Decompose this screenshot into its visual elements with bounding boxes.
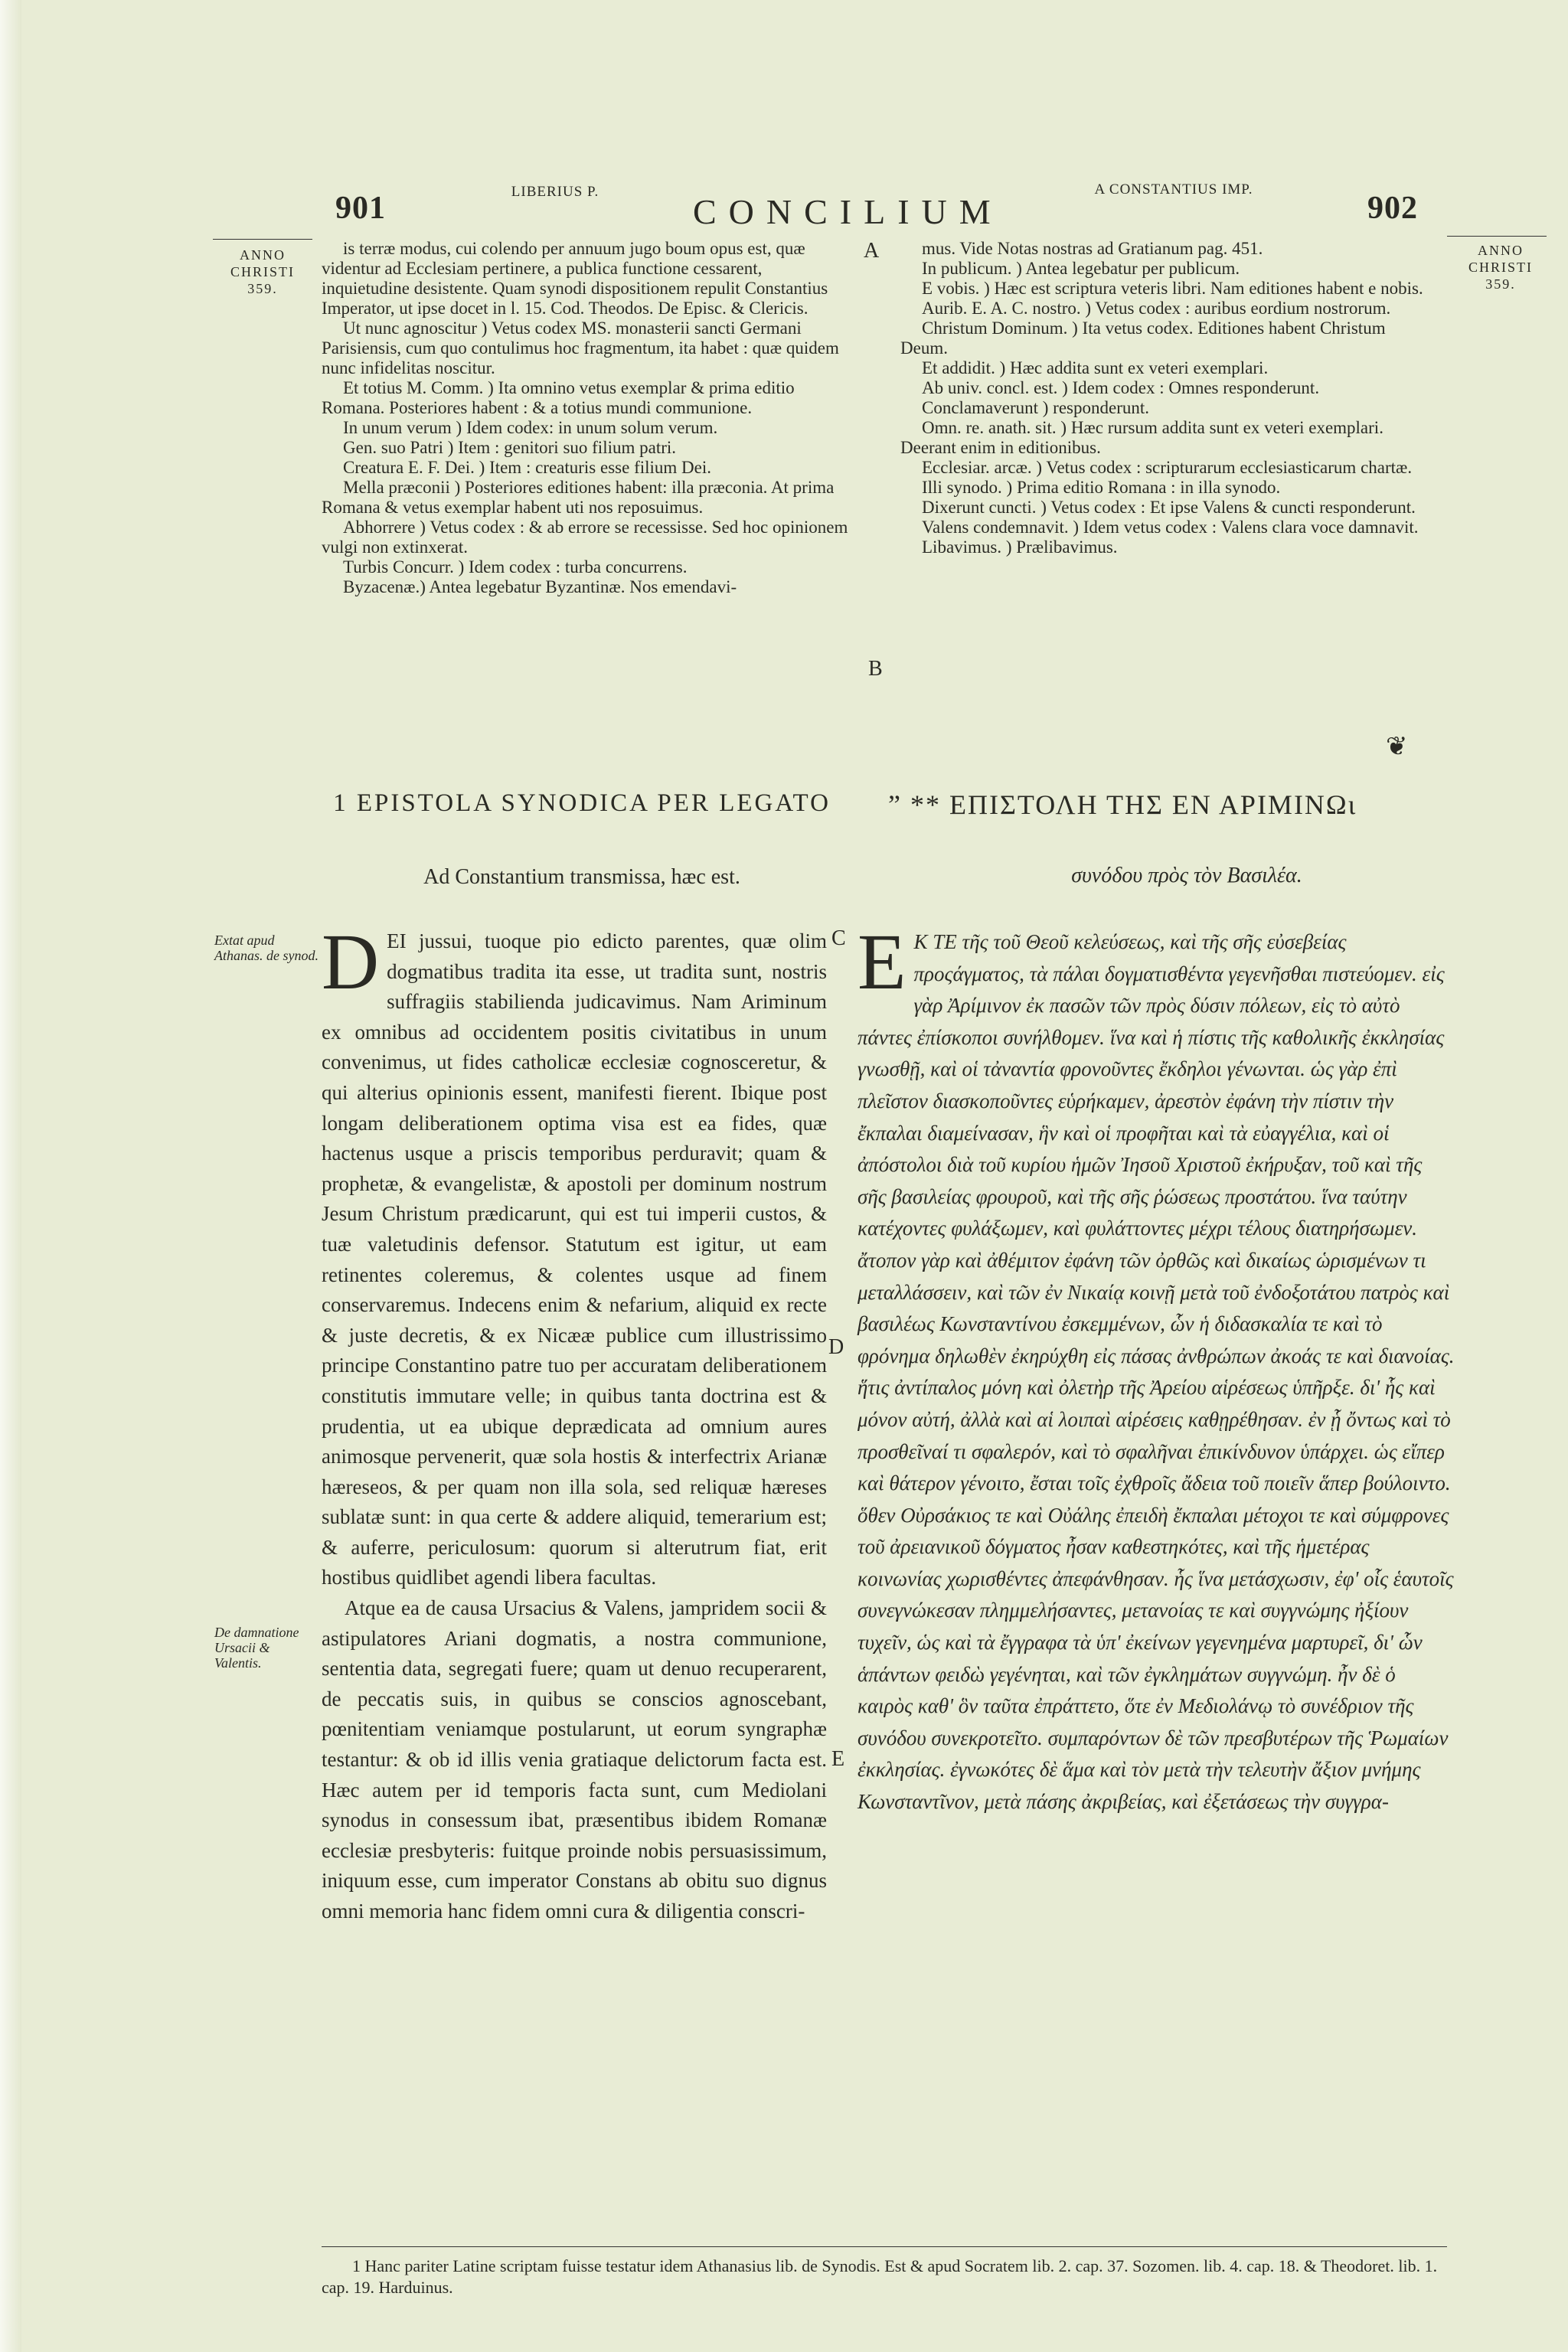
note-right: mus. Vide Notas nostras ad Gratianum pag. 451. bbox=[922, 239, 1263, 258]
latin-title-mark: 1 bbox=[333, 789, 348, 817]
page-number-right: 902 bbox=[1367, 191, 1418, 226]
note-right: Ab univ. concl. est. ) Idem codex : Omnes responderunt. bbox=[922, 378, 1320, 397]
greek-dropcap: Ε bbox=[858, 918, 906, 1006]
notes-left bbox=[322, 239, 850, 597]
anno-right-rule bbox=[1447, 236, 1547, 237]
note-left: Creatura E. F. Dei. ) Item : creaturis esse filium Dei. bbox=[343, 458, 712, 477]
note-left: Et totius M. Comm. ) Ita omnino vetus exemplar & prima editio Romana. Posteriores habent : & a totius mundi communione. bbox=[322, 378, 795, 417]
note-left: In unum verum ) Idem codex: in unum solum verum. bbox=[343, 418, 718, 437]
anno-right-line: CHRISTI bbox=[1468, 260, 1533, 275]
note-right: Omn. re. anath. sit. ) Hæc rursum addita sunt ex veteri exemplari. Deerant enim in editionibus. bbox=[900, 418, 1383, 457]
note-right: Et addidit. ) Hæc addita sunt ex veteri exemplari. bbox=[922, 358, 1269, 377]
note-right: E vobis. ) Hæc est scriptura veteris libri. Nam editiones habent e nobis. bbox=[922, 279, 1423, 298]
latin-paragraph-2: Atque ea de causa Ursacius & Valens, jampridem socii & astipulatores Ariani dogmatis, a nostra communione, sententia data, segregati fuere; quam ut denuo recuperarent, de peccatis suis, in quibus se conscios agnoscebant, pœnitentiam veniamque postularunt, ut eorum syngraphæ testantur: & ob id illis venia gratiaque delictorum facta est. Hæc autem per id temporis facta sunt, cum Mediolani synodus in consessum ibat, præsentibus ibidem Romanæ ecclesiæ presbyteris: fuitque proinde nobis persuasissimum, iniquum esse, cum imperator Constans ab obitu suo dignus omni memoria hanc fidem omni cura & diligentia conscri- bbox=[322, 1596, 827, 1922]
running-head-right: A CONSTANTIUS IMP. bbox=[1094, 181, 1253, 198]
side-note-extat: Extat apud Athanas. de synod. bbox=[214, 933, 318, 963]
note-left: Gen. suo Patri ) Item : genitori suo filium patri. bbox=[343, 438, 677, 457]
margin-letter-d: D bbox=[828, 1335, 844, 1359]
note-right: Libavimus. ) Prælibavimus. bbox=[922, 537, 1118, 557]
note-right: Conclamaverunt ) responderunt. bbox=[922, 398, 1149, 417]
latin-dropcap: D bbox=[322, 918, 380, 1006]
latin-para1-text: EI jussui, tuoque pio edicto parentes, quæ olim dogmatibus tradita ita esse, ut tradita sunt, nostris suffragiis stabilienda judicavimus. Nam Ariminum ex omnibus ad occidentem positis civitatibus in unum convenimus, ut fides catholicæ ecclesiæ cognosceretur, & qui alterius opinionis essent, manifesti fierent. Ibique post longam deliberationem optima visa est ea fides, quæ hactenus usque a priscis temporibus perduravit; quam & prophetæ, & evangelistæ, & apostoli per dominum nostrum Jesum Christum prædicarunt, qui est tui imperii custos, & tuæ valetudinis defensor. Statutum est igitur, ut eam retinentes coleremus, & colentes usque ad finem conservaremus. Indecens enim & nefarium, aliquid ex recte & juste decretis, & ex Nicææ publice cum illustrissimo principe Constantino patre tuo per accuratam deliberationem constitutis immutare velle; in quibus tanta doctrina est & prudentia, ut ea ubique deprædicata ad omnium aures animosque pervenerit, quæ sola hostis & interfectrix Arianæ hæreseos, & per quam non illa sola, sed reliquæ hæreses sublatæ sunt: in qua certe & addere aliquid, temerarium est; & auferre, periculosum: quorum si alterutrum fiat, erit hostibus quidlibet agendi libera facultas. bbox=[322, 929, 827, 1589]
anno-left-line: CHRISTI bbox=[230, 264, 295, 279]
note-left: Turbis Concurr. ) Idem codex : turba concurrens. bbox=[343, 557, 688, 577]
latin-epistle-title bbox=[329, 789, 835, 818]
anno-right bbox=[1447, 242, 1554, 292]
latin-paragraph-1 bbox=[322, 918, 827, 1593]
note-right: Ecclesiar. arcæ. ) Vetus codex : scripturarum ecclesiasticarum chartæ. bbox=[922, 458, 1413, 477]
anno-right-line: 359. bbox=[1485, 276, 1516, 292]
latin-epistle-subtitle: Ad Constantium transmissa, hæc est. bbox=[423, 865, 740, 889]
note-left: is terræ modus, cui colendo per annuum jugo boum opus est, quæ videntur ad Ecclesiam pertinere, a publica functione cessarent, inquietudine desistente. Quam synodi dispositionem repulit Constantius Imperator, ut ipse docet in l. 15. Cod. Theodos. De Episc. & Clericis. bbox=[322, 239, 828, 318]
greek-text: Κ ΤΕ τῆς τοῦ Θεοῦ κελεύσεως, καὶ τῆς σῆς εὐσεβείας προςάγματος, τὰ πάλαι δογματισθέντα γεγενῆσθαι πιστεύομεν. εἰς γὰρ Ἀρίμινον ἐκ πασῶν τῶν πρὸς δύσιν πόλεων, εἰς τὸ αὐτὸ πάντες ἐπίσκοποι συνήλθομεν. ἵνα καὶ ἡ πίστις τῆς καθολικῆς ἐκκλησίας γνωσθῇ, καὶ οἱ τἀναντία φρονοῦντες ἔκδηλοι γένωνται. ὡς γὰρ ἐπὶ πλεῖστον διασκοποῦντες εὑρήκαμεν, ἀρεστὸν ἐφάνη τὴν πίστιν τὴν ἔκπαλαι διαμείνασαν, ἣν καὶ οἱ προφῆται καὶ τὰ εὐαγγέλια, καὶ οἱ ἀπόστολοι διὰ τοῦ κυρίου ἡμῶν Ἰησοῦ Χριστοῦ ἐκήρυξαν, τοῦ καὶ τῆς σῆς βασιλείας φρουροῦ, καὶ τῆς σῆς ῥώσεως προστάτου. ἵνα ταύτην κατέχοντες φυλάξωμεν, καὶ φυλάττοντες μέχρι τέλους διατηρήσωμεν. ἄτοπον γὰρ καὶ ἀθέμιτον ἐφάνη τῶν ὀρθῶς καὶ δικαίως ὡρισμένων τι μεταλλάσσειν, καὶ τῶν ἐν Νικαίᾳ κοινῇ μετὰ τοῦ ἐνδοξοτάτου πατρὸς καὶ βασιλέως Κωνσταντίνου ἐσκεμμένων, ὧν ἡ διδασκαλία τε καὶ τὸ φρόνημα δηλωθὲν ἐκηρύχθη εἰς πάσας ἀνθρώπων ἀκοάς τε καὶ διανοίας. ἥτις ἀντίπαλος μόνη καὶ ὀλετὴρ τῆς Ἀρείου αἱρέσεως ὑπῆρξε. δι' ἧς καὶ μόνον αὐτή, ἀλλὰ καὶ αἱ λοιπαὶ αἱρέσεις καθῃρέθησαν. ἐν ᾗ ὄντως καὶ τὸ προσθεῖναί τι σφαλερόν, καὶ τὸ σφαλῆναι ἐπικίνδυνον ὑπάρχει. ὡς εἴπερ καὶ θάτερον γένοιτο, ἔσται τοῖς ἐχθροῖς ἄδεια τοῦ ποιεῖν ἅπερ βούλοιντο. ὅθεν Οὐρσάκιος τε καὶ Οὐάλης ἐπειδὴ ἔκπαλαι μέτοχοι τε καὶ σύμφρονες τοῦ ἀρειανικοῦ δόγματος ἦσαν καθεστηκότες, καὶ τῆς ἡμετέρας κοινωνίας χωρισθέντες ἀπεφάνθησαν. ἧς ἵνα μετάσχωσιν, ἐφ' οἷς ἑαυτοῖς συνεγνώκεσαν πλημμελήσαντες, μετανοίας τε καὶ συγγνώμης ἠξίουν τυχεῖν, ὡς καὶ τὰ ἔγγραφα τὰ ὑπ' ἐκείνων γεγενημένα μαρτυρεῖ, δι' ὧν ἁπάντων φειδὼ γεγένηται, καὶ τῶν ἐγκλημάτων συγγνώμη. ἦν δὲ ὁ καιρὸς καθ' ὃν ταῦτα ἐπράττετο, ὅτε ἐν Μεδιολάνῳ τὸ συνέδριον τῆς συνόδου συνεκροτεῖτο. συμπαρόντων δὲ τῶν πρεσβυτέρων τῆς Ῥωμαίων ἐκκλησίας. ἐγνωκότες δὲ ἅμα καὶ τὸν μετὰ τὴν τελευτὴν ἄξιον μνήμης Κωνσταντῖνον, μετὰ πάσης ἀκριβείας, καὶ ἐξετάσεως τὴν συγγρα- bbox=[858, 930, 1455, 1814]
footnote-rule bbox=[322, 2246, 1447, 2247]
anno-left bbox=[213, 247, 312, 297]
anno-right-line: ANNO bbox=[1478, 243, 1524, 258]
footnote: 1 Hanc pariter Latine scriptam fuisse testatur idem Athanasius lib. de Synodis. Est & apud Socratem lib. 2. cap. 37. Sozomen. lib. 4. cap. 18. & Theodoret. lib. 1. cap. 19. Harduinus. bbox=[322, 2256, 1438, 2297]
note-left: Byzacenæ.) Antea legebatur Byzantinæ. Nos emendavi- bbox=[343, 577, 737, 596]
greek-epistle-subtitle: συνόδου πρὸς τὸν Βασιλέα. bbox=[1071, 864, 1302, 887]
margin-letter-c: C bbox=[831, 926, 846, 950]
note-left: Abhorrere ) Vetus codex : & ab errore se recessisse. Sed hoc opinionem vulgi non extinxerat. bbox=[322, 518, 848, 557]
latin-title-text: EPISTOLA SYNODICA PER LEGATO bbox=[356, 789, 831, 817]
note-right: In publicum. ) Antea legebatur per publicum. bbox=[922, 259, 1240, 278]
note-right: Valens condemnavit. ) Idem vetus codex : Valens clara voce damnavit. bbox=[922, 518, 1419, 537]
greek-paragraph bbox=[858, 918, 1455, 1818]
greek-title-text: ** ΕΠΙΣΤΟΛΗ ΤΗΣ ΕΝ ΑΡΙΜΙΝΩι bbox=[910, 789, 1357, 820]
anno-left-line: 359. bbox=[247, 281, 278, 296]
page-number-left: 901 bbox=[335, 191, 386, 226]
margin-letter-a: A bbox=[864, 239, 880, 263]
margin-letter-b: B bbox=[868, 657, 883, 681]
notes-right bbox=[900, 239, 1436, 557]
greek-title-mark: ” bbox=[888, 789, 902, 820]
note-right: Christum Dominum. ) Ita vetus codex. Editiones habent Christum Deum. bbox=[900, 318, 1386, 358]
note-left: Ut nunc agnoscitur ) Vetus codex MS. monasterii sancti Germani Parisiensis, cum quo contulimus hoc fragmentum, ita habet : quæ quidem nunc infidelitas noscitur. bbox=[322, 318, 839, 377]
anno-left-rule bbox=[213, 239, 312, 240]
note-right: Aurib. E. A. C. nostro. ) Vetus codex : auribus eordium nostrorum. bbox=[922, 299, 1391, 318]
note-left: Mella præconii ) Posteriores editiones habent: illa præconia. At prima Romana & vetus exemplar habent uti nos reposuimus. bbox=[322, 478, 835, 517]
ornament-fleuron: ❦ bbox=[1386, 733, 1408, 761]
running-title: CONCILIUM bbox=[693, 192, 1003, 231]
side-note-damnatio: De damnatione Ursacii & Valentis. bbox=[214, 1625, 299, 1671]
note-right: Illi synodo. ) Prima editio Romana : in illa synodo. bbox=[922, 478, 1281, 497]
anno-left-line: ANNO bbox=[240, 247, 286, 263]
running-head-left: LIBERIUS P. bbox=[511, 184, 599, 200]
greek-epistle-body bbox=[858, 918, 1455, 1818]
latin-epistle-body bbox=[322, 918, 827, 1927]
margin-letter-e: E bbox=[831, 1747, 845, 1771]
greek-epistle-title bbox=[888, 789, 1485, 821]
binding-edge bbox=[0, 0, 21, 2352]
note-right: Dixerunt cuncti. ) Vetus codex : Et ipse Valens & cuncti responderunt. bbox=[922, 498, 1416, 517]
